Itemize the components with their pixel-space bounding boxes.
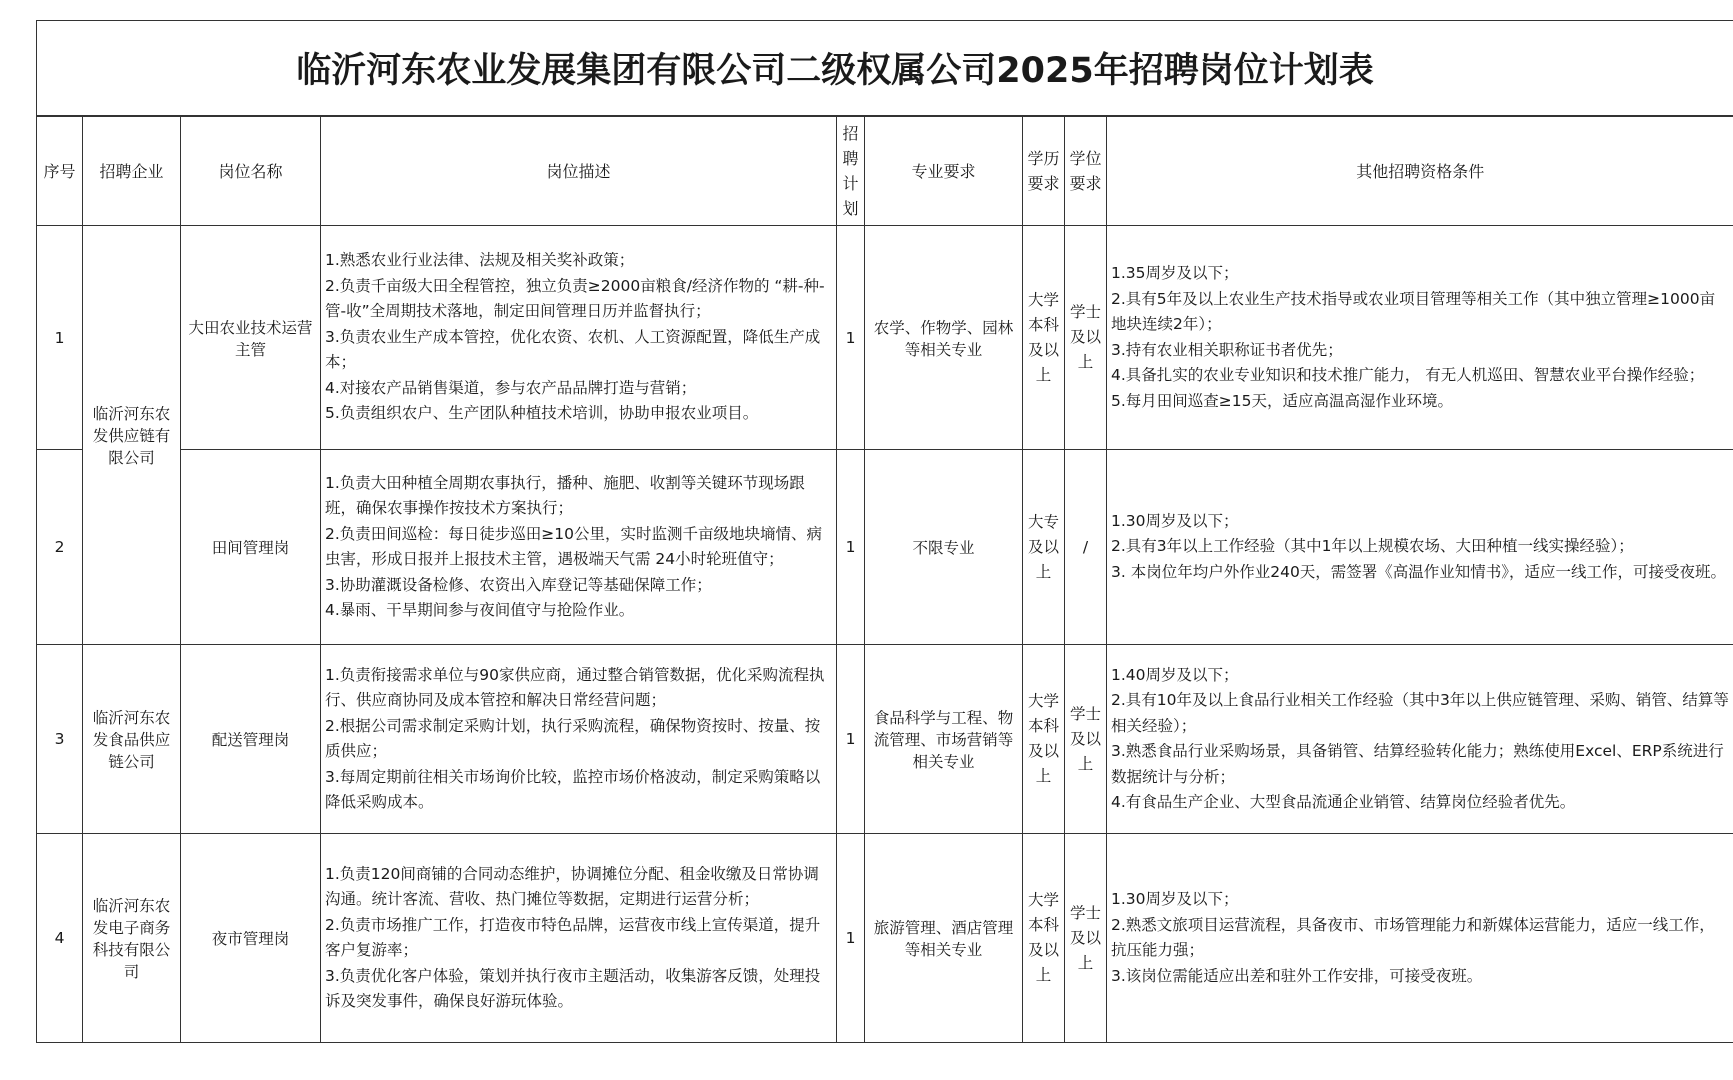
header-education: 学历要求 <box>1023 117 1065 226</box>
cell-other <box>1107 834 1733 1043</box>
cell-education: 大学本科及以上 <box>1023 226 1065 450</box>
header-company: 招聘企业 <box>83 117 181 226</box>
header-degree: 学位要求 <box>1065 117 1107 226</box>
cell-major: 旅游管理、酒店管理等相关专业 <box>865 834 1023 1043</box>
description-line: 3.每周定期前往相关市场询价比较，监控市场价格波动，制定采购策略以降低采购成本。 <box>325 767 821 811</box>
cell-education: 大专及以上 <box>1023 450 1065 645</box>
cell-position: 夜市管理岗 <box>181 834 321 1043</box>
cell-position: 田间管理岗 <box>181 450 321 645</box>
description-line: 4.暴雨、干旱期间参与夜间值守与抢险作业。 <box>325 601 635 619</box>
description-line: 5.负责组织农户、生产团队种植技术培训，协助申报农业项目。 <box>325 404 759 423</box>
cell-major: 食品科学与工程、物流管理、市场营销等相关专业 <box>865 645 1023 834</box>
other-line: 3.熟悉食品行业采购场景，具备销管、结算经验转化能力；熟练使用Excel、ERP系统进行数据统计与分析； <box>1111 742 1724 786</box>
cell-degree: 学士及以上 <box>1065 834 1107 1043</box>
cell-degree: / <box>1065 450 1107 645</box>
cell-degree: 学士及以上 <box>1065 645 1107 834</box>
cell-seq: 2 <box>37 450 83 645</box>
cell-company: 临沂河东农发电子商务科技有限公司 <box>83 834 181 1043</box>
table-row <box>37 450 1733 645</box>
other-line: 3.该岗位需能适应出差和驻外工作安排，可接受夜班。 <box>1111 966 1483 985</box>
description-line: 1.负责衔接需求单位与90家供应商，通过整合销管数据，优化采购流程执行、供应商协同及成本管控和解决日常经营问题； <box>325 665 825 709</box>
cell-degree: 学士及以上 <box>1065 226 1107 450</box>
cell-description <box>321 645 837 834</box>
other-line: 3. 本岗位年均户外作业240天，需签署《高温作业知情书》，适应一线工作，可接受夜班。 <box>1111 562 1727 581</box>
other-line: 4.有食品生产企业、大型食品流通企业销管、结算岗位经验者优先。 <box>1111 793 1576 811</box>
cell-description <box>321 226 837 450</box>
header-major: 专业要求 <box>865 117 1023 226</box>
cell-major: 不限专业 <box>865 450 1023 645</box>
description-line: 3.负责农业生产成本管控，优化农资、农机、人工资源配置，降低生产成本； <box>325 327 821 372</box>
other-line: 3.持有农业相关职称证书者优先； <box>1111 340 1343 359</box>
cell-company: 临沂河东农发供应链有限公司 <box>83 226 181 645</box>
table-row <box>37 645 1733 834</box>
description-line: 1.熟悉农业行业法律、法规及相关奖补政策； <box>325 251 635 270</box>
recruitment-table <box>36 116 1733 1043</box>
description-line: 3.协助灌溉设备检修、农资出入库登记等基础保障工作； <box>325 575 712 594</box>
other-line: 2.具有5年及以上农业生产技术指导或农业项目管理等相关工作（其中独立管理≥1000亩地块连续2年）； <box>1111 289 1716 333</box>
cell-other <box>1107 226 1733 450</box>
cell-seq: 1 <box>37 226 83 450</box>
other-line: 2.具有3年以上工作经验（其中1年以上规模农场、大田种植一线实操经验）； <box>1111 537 1634 556</box>
description-line: 2.负责市场推广工作，打造夜市特色品牌，运营夜市线上宣传渠道，提升客户复游率； <box>325 915 821 959</box>
header-other: 其他招聘资格条件 <box>1107 117 1733 226</box>
description-line: 2.负责田间巡检：每日徒步巡田≥10公里，实时监测千亩级地块墒情、病虫害，形成日报并上报技术主管，遇极端天气需 24小时轮班值守； <box>325 524 823 568</box>
page-title: 临沂河东农业发展集团有限公司二级权属公司2025年招聘岗位计划表 <box>296 51 1374 91</box>
other-line: 2.熟悉文旅项目运营流程，具备夜市、市场管理能力和新媒体运营能力，适应一线工作，抗压能力强； <box>1111 915 1715 959</box>
cell-position: 配送管理岗 <box>181 645 321 834</box>
table-row <box>37 834 1733 1043</box>
other-line: 1.40周岁及以下； <box>1111 665 1239 684</box>
cell-description <box>321 450 837 645</box>
cell-other <box>1107 450 1733 645</box>
recruitment-sheet <box>36 20 1733 1043</box>
cell-plan: 1 <box>837 834 865 1043</box>
cell-education: 大学本科及以上 <box>1023 645 1065 834</box>
description-line: 2.根据公司需求制定采购计划，执行采购流程，确保物资按时、按量、按质供应； <box>325 716 821 760</box>
cell-plan: 1 <box>837 645 865 834</box>
other-line: 1.35周岁及以下； <box>1111 264 1239 282</box>
cell-education: 大学本科及以上 <box>1023 834 1065 1043</box>
header-plan: 招聘计划 <box>837 117 865 226</box>
other-line: 5.每月田间巡查≥15天，适应高温高湿作业环境。 <box>1111 391 1454 410</box>
description-line: 3.负责优化客户体验，策划并执行夜市主题活动，收集游客反馈，处理投诉及突发事件，确保良好游玩体验。 <box>325 966 821 1010</box>
table-row <box>37 226 1733 450</box>
header-position: 岗位名称 <box>181 117 321 226</box>
cell-company: 临沂河东农发食品供应链公司 <box>83 645 181 834</box>
description-line: 1.负责大田种植全周期农事执行，播种、施肥、收割等关键环节现场跟班，确保农事操作按技术方案执行； <box>325 473 805 517</box>
cell-position: 大田农业技术运营主管 <box>181 226 321 450</box>
cell-description <box>321 834 837 1043</box>
other-line: 1.30周岁及以下； <box>1111 890 1239 908</box>
cell-major: 农学、作物学、园林等相关专业 <box>865 226 1023 450</box>
description-line: 4.对接农产品销售渠道，参与农产品品牌打造与营销； <box>325 378 697 397</box>
header-row <box>37 117 1733 226</box>
description-line: 1.负责120间商铺的合同动态维护，协调摊位分配、租金收缴及日常协调沟通。统计客流、营收、热门摊位等数据，定期进行运营分析； <box>325 864 819 908</box>
title-row <box>36 20 1733 116</box>
cell-other <box>1107 645 1733 834</box>
cell-plan: 1 <box>837 226 865 450</box>
other-line: 2.具有10年及以上食品行业相关工作经验（其中3年以上供应链管理、采购、销管、结算等相关经验）； <box>1111 691 1729 735</box>
description-line: 2.负责千亩级大田全程管控，独立负责≥2000亩粮食/经济作物的 “耕-种-管-收”全周期技术落地，制定田间管理日历并监督执行； <box>325 276 825 321</box>
other-line: 1.30周岁及以下； <box>1111 511 1239 530</box>
other-line: 4.具备扎实的农业专业知识和技术推广能力， 有无人机巡田、智慧农业平台操作经验； <box>1111 366 1705 384</box>
cell-seq: 4 <box>37 834 83 1043</box>
cell-plan: 1 <box>837 450 865 645</box>
header-seq: 序号 <box>37 117 83 226</box>
header-description: 岗位描述 <box>321 117 837 226</box>
cell-seq: 3 <box>37 645 83 834</box>
